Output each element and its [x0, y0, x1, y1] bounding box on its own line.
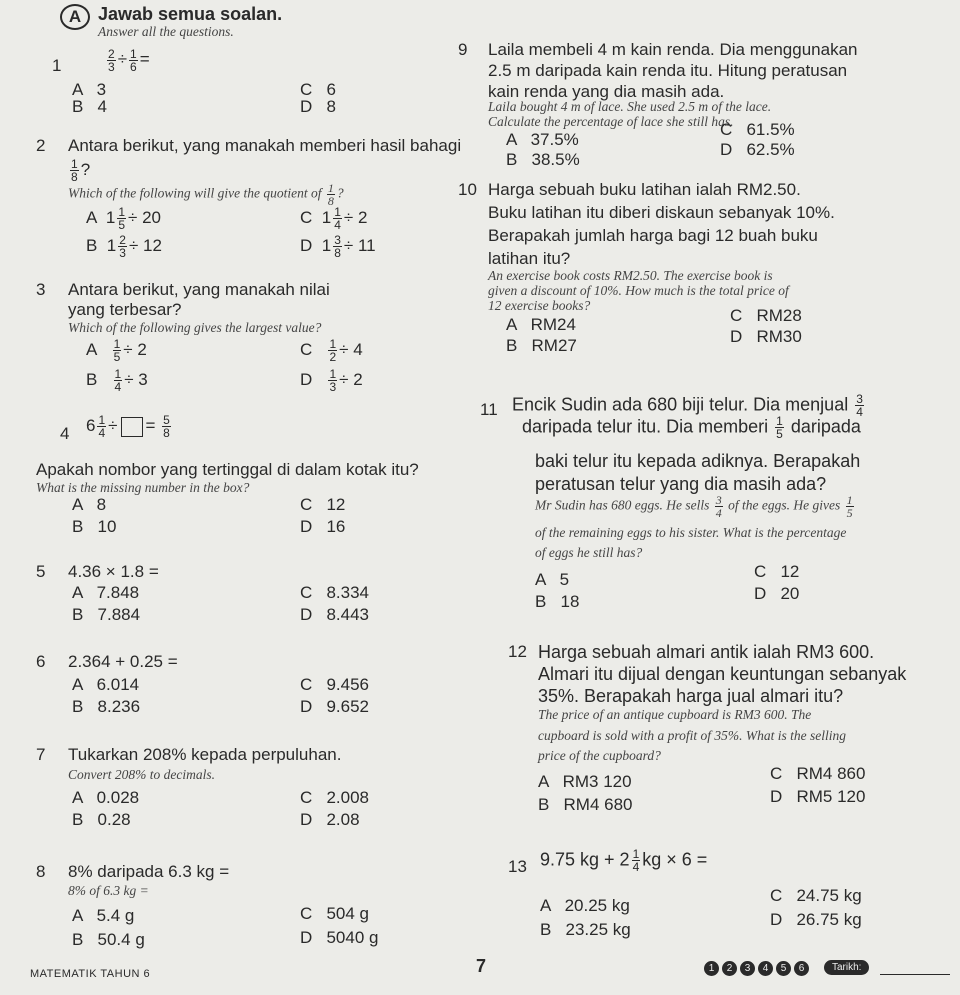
q9-option-b[interactable]: B 38.5% — [506, 150, 580, 169]
q3-question-en: Which of the following gives the largest value? — [68, 320, 322, 335]
q9-option-a[interactable]: A 37.5% — [506, 130, 579, 149]
q1-option-b[interactable]: B 4 — [72, 97, 107, 116]
q10-question-ms-4: latihan itu? — [488, 249, 571, 268]
q11-question-en-1: Mr Sudin has 680 eggs. He sells $\frac{3}{4}$ of the eggs. He gives $\frac{1}{5}$ — [535, 493, 853, 520]
date-label: Tarikh: — [824, 960, 869, 975]
section-title: Jawab semua soalan. — [98, 4, 283, 24]
q7-option-d[interactable]: D 2.08 — [300, 810, 360, 829]
q11-option-a[interactable]: A 5 — [535, 570, 570, 589]
q12-option-b[interactable]: B RM4 680 — [538, 795, 633, 814]
q5-option-c[interactable]: C 8.334 — [300, 583, 369, 602]
q2-option-d[interactable]: D 1 $\frac{3}{8}$ ÷ 11 — [300, 233, 376, 260]
q1-option-a[interactable]: A 3 — [72, 80, 107, 99]
q10-question-ms-2: Buku latihan itu diberi diskaun sebanyak 10%. — [488, 203, 835, 222]
q12-option-c[interactable]: C RM4 860 — [770, 764, 866, 783]
q4-expression: 6 $\frac{1}{4}$ ÷ = $\frac{5}{8}$ — [86, 413, 170, 440]
circle-1: 1 — [704, 961, 719, 976]
q7-option-a[interactable]: A 0.028 — [72, 788, 140, 807]
circle-5: 5 — [776, 961, 791, 976]
q3-option-b[interactable]: B $\frac{1}{4}$ ÷ 3 — [86, 367, 148, 394]
q13-option-c[interactable]: C 24.75 kg — [770, 886, 862, 905]
q1-option-c[interactable]: C 6 — [300, 80, 336, 99]
q11-option-b[interactable]: B 18 — [535, 592, 580, 611]
q8-option-a[interactable]: A 5.4 g — [72, 906, 135, 925]
q12-question-ms-2: Almari itu dijual dengan keuntungan sebanyak — [538, 664, 907, 684]
q5-option-a[interactable]: A 7.848 — [72, 583, 140, 602]
q2-question-ms-fraction: $\frac{1}{8}$ ? — [71, 157, 91, 184]
q6-expression: 2.364 + 0.25 = — [68, 652, 178, 671]
q5-option-d[interactable]: D 8.443 — [300, 605, 369, 624]
q8-option-d[interactable]: D 5040 g — [300, 928, 379, 947]
footer-subject: MATEMATIK TAHUN 6 — [30, 968, 151, 980]
q12-option-d[interactable]: D RM5 120 — [770, 787, 866, 806]
q9-question-ms-3: kain renda yang dia masih ada. — [488, 82, 725, 101]
q8-number: 8 — [36, 862, 46, 881]
q9-question-ms-1: Laila membeli 4 m kain renda. Dia menggunakan — [488, 40, 858, 59]
q2-question-ms: Antara berikut, yang manakah memberi hasil bahagi — [68, 136, 462, 155]
q11-question-ms-4: peratusan telur yang dia masih ada? — [535, 474, 827, 494]
q7-question-en: Convert 208% to decimals. — [68, 767, 215, 782]
q11-option-c[interactable]: C 12 — [754, 562, 800, 581]
q10-option-b[interactable]: B RM27 — [506, 336, 577, 355]
q11-question-ms-2: daripada telur itu. Dia memberi $\frac{1}{5}$ daripada — [522, 414, 861, 441]
q10-question-ms-1: Harga sebuah buku latihan ialah RM2.50. — [488, 180, 801, 199]
q9-option-c[interactable]: C 61.5% — [720, 120, 795, 139]
q10-option-c[interactable]: C RM28 — [730, 306, 802, 325]
q9-question-ms-2: 2.5 m daripada kain renda itu. Hitung peratusan — [488, 61, 848, 80]
circle-6: 6 — [794, 961, 809, 976]
q1-expression: $\frac{2}{3}$ ÷ $\frac{1}{6}$ = — [108, 47, 150, 74]
q1-number: 1 — [52, 56, 62, 75]
q5-option-b[interactable]: B 7.884 — [72, 605, 141, 624]
q11-question-en-2: of the remaining eggs to his sister. What is the percentage — [535, 525, 847, 540]
q12-question-ms-3: 35%. Berapakah harga jual almari itu? — [538, 686, 844, 706]
q13-number: 13 — [508, 857, 527, 876]
q3-question-ms-1: Antara berikut, yang manakah nilai — [68, 280, 330, 299]
q2-option-b[interactable]: B 1 $\frac{2}{3}$ ÷ 12 — [86, 233, 162, 260]
section-badge: A — [60, 4, 90, 30]
q10-number: 10 — [458, 180, 477, 199]
q4-option-d[interactable]: D 16 — [300, 517, 346, 536]
q2-option-a[interactable]: A 1 $\frac{1}{5}$ ÷ 20 — [86, 205, 161, 232]
q12-number: 12 — [508, 642, 527, 661]
q4-option-b[interactable]: B 10 — [72, 517, 117, 536]
q10-question-en-1: An exercise book costs RM2.50. The exercise book is — [488, 268, 773, 283]
q7-question-ms: Tukarkan 208% kepada perpuluhan. — [68, 745, 342, 764]
q5-number: 5 — [36, 562, 46, 581]
q12-question-en-3: price of the cupboard? — [538, 748, 661, 763]
section-subtitle: Answer all the questions. — [98, 24, 234, 39]
q6-option-a[interactable]: A 6.014 — [72, 675, 140, 694]
circle-4: 4 — [758, 961, 773, 976]
circle-3: 3 — [740, 961, 755, 976]
q2-question-en: Which of the following will give the quotient of $\frac{1}{8}$ ? — [68, 181, 344, 208]
q13-expression: 9.75 kg + 2 $\frac{1}{4}$ kg × 6 = — [540, 847, 708, 874]
page-number: 7 — [476, 956, 487, 976]
q10-question-ms-3: Berapakah jumlah harga bagi 12 buah buku — [488, 226, 818, 245]
q7-option-c[interactable]: C 2.008 — [300, 788, 369, 807]
q4-answer-box[interactable] — [121, 417, 143, 437]
q9-question-en-1: Laila bought 4 m of lace. She used 2.5 m of the lace. — [488, 99, 772, 114]
q6-number: 6 — [36, 652, 46, 671]
q10-question-en-2: given a discount of 10%. How much is the total price of — [488, 283, 789, 298]
q4-question-ms: Apakah nombor yang tertinggal di dalam kotak itu? — [36, 460, 419, 479]
q12-option-a[interactable]: A RM3 120 — [538, 772, 632, 791]
q2-option-c[interactable]: C 1 $\frac{1}{4}$ ÷ 2 — [300, 205, 368, 232]
q7-option-b[interactable]: B 0.28 — [72, 810, 131, 829]
q3-option-a[interactable]: A $\frac{1}{5}$ ÷ 2 — [86, 337, 147, 364]
q8-question-ms: 8% daripada 6.3 kg = — [68, 862, 230, 881]
q13-option-a[interactable]: A 20.25 kg — [540, 896, 630, 915]
q10-option-d[interactable]: D RM30 — [730, 327, 802, 346]
q10-question-en-3: 12 exercise books? — [488, 298, 591, 313]
q11-option-d[interactable]: D 20 — [754, 584, 800, 603]
q4-question-en: What is the missing number in the box? — [36, 480, 250, 495]
q3-option-c[interactable]: C $\frac{1}{2}$ ÷ 4 — [300, 337, 363, 364]
q4-option-c[interactable]: C 12 — [300, 495, 346, 514]
q6-option-b[interactable]: B 8.236 — [72, 697, 141, 716]
q11-question-ms-1: Encik Sudin ada 680 biji telur. Dia menjual $\frac{3}{4}$ — [512, 392, 863, 419]
q8-option-c[interactable]: C 504 g — [300, 904, 369, 923]
progress-circles — [704, 961, 809, 976]
q9-question-en-2: Calculate the percentage of lace she still has. — [488, 114, 734, 129]
q6-option-c[interactable]: C 9.456 — [300, 675, 369, 694]
q8-question-en: 8% of 6.3 kg = — [68, 883, 149, 898]
q9-number: 9 — [458, 40, 468, 59]
q5-expression: 4.36 × 1.8 = — [68, 562, 159, 581]
q11-question-en-3: of eggs he still has? — [535, 545, 643, 560]
q11-question-ms-3: baki telur itu kepada adiknya. Berapakah — [535, 451, 861, 471]
q3-number: 3 — [36, 280, 46, 299]
q10-option-a[interactable]: A RM24 — [506, 315, 576, 334]
q12-question-ms-1: Harga sebuah almari antik ialah RM3 600. — [538, 642, 875, 662]
q3-question-ms-2: yang terbesar? — [68, 300, 182, 319]
q12-question-en-1: The price of an antique cupboard is RM3 600. The — [538, 707, 812, 722]
q9-option-d[interactable]: D 62.5% — [720, 140, 795, 159]
q4-number: 4 — [60, 424, 70, 443]
q7-number: 7 — [36, 745, 46, 764]
q3-option-d[interactable]: D $\frac{1}{3}$ ÷ 2 — [300, 367, 363, 394]
q11-number: 11 — [480, 400, 498, 419]
q2-number: 2 — [36, 136, 46, 155]
date-line[interactable] — [880, 960, 950, 975]
q4-option-a[interactable]: A 8 — [72, 495, 107, 514]
q13-option-d[interactable]: D 26.75 kg — [770, 910, 862, 929]
q8-option-b[interactable]: B 50.4 g — [72, 930, 145, 949]
q1-option-d[interactable]: D 8 — [300, 97, 336, 116]
q12-question-en-2: cupboard is sold with a profit of 35%. What is the selling — [538, 728, 847, 743]
q13-option-b[interactable]: B 23.25 kg — [540, 920, 631, 939]
circle-2: 2 — [722, 961, 737, 976]
q6-option-d[interactable]: D 9.652 — [300, 697, 369, 716]
